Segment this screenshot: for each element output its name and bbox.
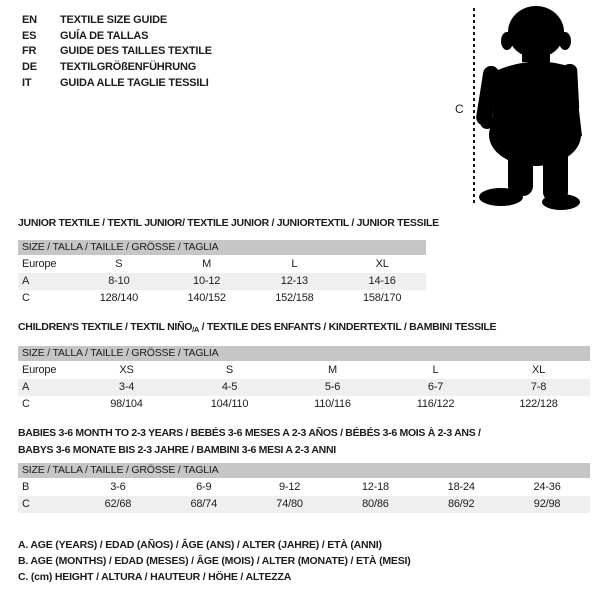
babies-title-line2: BABYS 3-6 MONATE BIS 2-3 JAHRE / BAMBINI 3-6 MESI A 2-3 ANNI: [18, 443, 336, 456]
babies-title-line1: BABIES 3-6 MONTH TO 2-3 YEARS / BEBÉS 3-6 MESES A 2-3 AÑOS / BÉBÉS 3-6 MOIS À 2-3 ANS /: [18, 427, 481, 439]
table-row-age: [18, 273, 426, 290]
row-label: C: [22, 498, 30, 510]
cell-value: 152/158: [275, 292, 314, 304]
cell-value: 5-6: [324, 381, 341, 393]
cell-value: 3-4: [118, 381, 135, 393]
row-label: B: [22, 481, 30, 493]
language-code: EN: [22, 13, 37, 26]
language-code: ES: [22, 29, 37, 42]
footnotes: [18, 537, 411, 585]
size-header-bar: SIZE / TALLA / TAILLE / GRÖSSE / TAGLIA: [18, 346, 590, 361]
row-label: C: [22, 398, 30, 410]
column-header: L: [291, 258, 298, 270]
language-row-en: [22, 12, 212, 28]
row-label: Europe: [22, 258, 57, 270]
cell-value: 10-12: [193, 275, 221, 287]
junior-section-title: JUNIOR TEXTILE / TEXTIL JUNIOR/ TEXTILE JUNIOR / JUNIORTEXTIL / JUNIOR TESSILE: [18, 217, 439, 229]
column-header: XL: [531, 364, 546, 376]
row-label: A: [22, 381, 30, 393]
table-row-columns: [18, 256, 426, 273]
cell-value: 6-7: [427, 381, 444, 393]
cell-value: 8-10: [108, 275, 130, 287]
table-row-months: [18, 479, 590, 496]
table-row-height: [18, 496, 590, 513]
cell-value: 9-12: [278, 481, 301, 493]
cell-value: 92/98: [533, 498, 561, 510]
cell-value: 98/104: [110, 398, 143, 410]
column-header: XS: [119, 364, 134, 376]
baby-silhouette-icon: [470, 4, 590, 210]
footnote-b: B. AGE (MONTHS) / EDAD (MESES) / ÂGE (MOIS) / ALTER (MONATE) / ETÀ (MESI): [18, 555, 411, 567]
cell-value: 62/68: [104, 498, 132, 510]
column-header: S: [115, 258, 123, 270]
language-label: TEXTILE SIZE GUIDE: [60, 13, 168, 26]
row-label: Europe: [22, 364, 57, 376]
cell-value: 12-13: [280, 275, 308, 287]
language-header: [22, 12, 212, 91]
column-header: M: [202, 258, 212, 270]
footnote-c: C. (cm) HEIGHT / ALTURA / HAUTEUR / HÖHE / ALTEZZA: [18, 571, 292, 583]
cell-value: 140/152: [187, 292, 226, 304]
junior-size-table: [18, 240, 426, 307]
children-section-title: [18, 321, 496, 334]
language-row-it: [22, 75, 212, 91]
cell-value: 128/140: [99, 292, 139, 304]
column-header: XL: [375, 258, 389, 270]
language-row-es: [22, 28, 212, 44]
language-label: GUIDE DES TAILLES TEXTILE: [60, 45, 212, 58]
table-row-height: [18, 396, 590, 413]
cell-value: 4-5: [221, 381, 238, 393]
cell-value: 7-8: [530, 381, 547, 393]
row-label: C: [22, 292, 30, 304]
size-header-bar: SIZE / TALLA / TAILLE / GRÖSSE / TAGLIA: [18, 463, 590, 478]
column-header: L: [432, 364, 439, 376]
cell-value: 14-16: [368, 275, 396, 287]
children-size-table: [18, 346, 590, 413]
height-measure-label: C: [455, 102, 464, 116]
cell-value: 110/116: [314, 398, 351, 410]
babies-size-table: [18, 463, 590, 513]
children-title-text: / TEXTILE DES ENFANTS / KINDERTEXTIL / BAMBINI TESSILE: [199, 321, 497, 333]
size-header-bar: SIZE / TALLA / TAILLE / GRÖSSE / TAGLIA: [18, 240, 426, 255]
language-label: GUÍA DE TALLAS: [60, 29, 149, 42]
cell-value: 3-6: [110, 481, 126, 493]
cell-value: 86/92: [447, 498, 475, 510]
cell-value: 24-36: [533, 481, 561, 493]
row-label: A: [22, 275, 30, 287]
language-label: TEXTILGRÖßENFÜHRUNG: [60, 61, 197, 74]
column-header: M: [328, 364, 337, 376]
cell-value: 68/74: [190, 498, 217, 510]
language-row-fr: [22, 44, 212, 60]
cell-value: 18-24: [447, 481, 475, 493]
cell-value: 116/122: [416, 398, 455, 410]
children-title-subscript: /A: [192, 325, 200, 334]
cell-value: 80/86: [362, 498, 389, 510]
column-header: S: [225, 364, 234, 376]
cell-value: 12-18: [361, 481, 389, 493]
language-code: FR: [22, 45, 37, 58]
table-row-age: [18, 379, 590, 396]
babies-section-title: [18, 425, 481, 458]
language-code: DE: [22, 61, 37, 74]
cell-value: 158/170: [362, 292, 402, 304]
cell-value: 122/128: [519, 398, 558, 410]
cell-value: 104/110: [210, 398, 249, 410]
table-row-columns: [18, 362, 590, 379]
language-code: IT: [22, 77, 32, 90]
cell-value: 6-9: [196, 481, 212, 493]
table-row-height: [18, 290, 426, 307]
language-row-de: [22, 59, 212, 75]
footnote-a: A. AGE (YEARS) / EDAD (AÑOS) / ÂGE (ANS) / ALTER (JAHRE) / ETÀ (ANNI): [18, 539, 382, 551]
language-label: GUIDA ALLE TAGLIE TESSILI: [60, 77, 209, 90]
cell-value: 74/80: [276, 498, 303, 510]
children-title-text: CHILDREN'S TEXTILE / TEXTIL NIÑO: [18, 321, 193, 333]
